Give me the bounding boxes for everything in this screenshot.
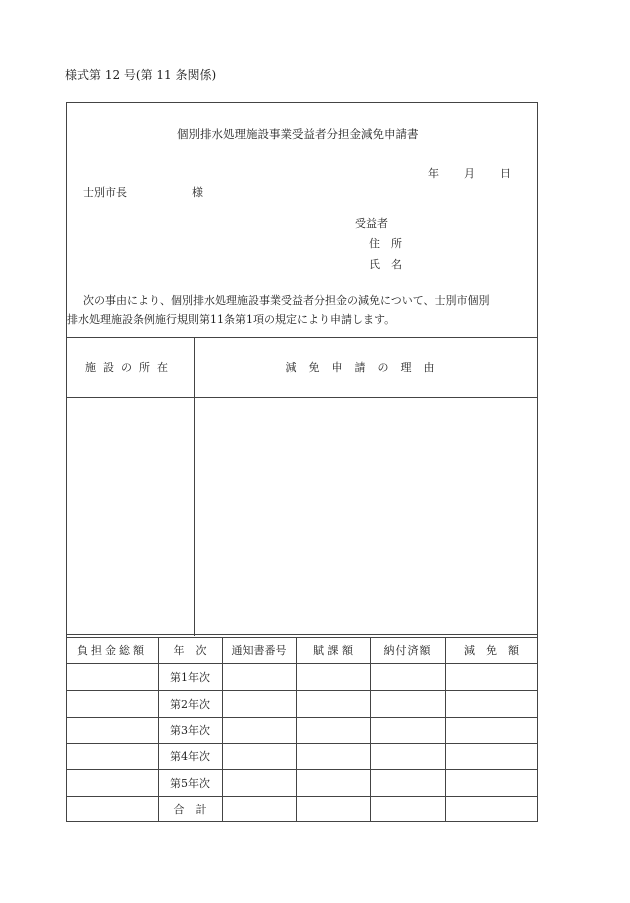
body-text-line2: 排水処理施設条例施行規則第11条第1項の規定により申請します。 bbox=[67, 313, 396, 326]
location-header: 施設の所在 bbox=[85, 361, 175, 374]
applicant-address-label: 住 所 bbox=[369, 237, 402, 250]
table-row-label: 第3年次 bbox=[170, 724, 210, 737]
table-row-label: 第4年次 bbox=[170, 750, 210, 763]
date-year: 年 bbox=[428, 167, 439, 180]
form-title: 個別排水処理施設事業受益者分担金減免申請書 bbox=[177, 127, 419, 141]
table-row-line bbox=[66, 743, 538, 744]
addressee-honorific: 様 bbox=[192, 186, 203, 199]
applicant-name-label: 氏 名 bbox=[369, 258, 402, 271]
addressee-name: 士別市長 bbox=[83, 186, 127, 199]
form-number: 様式第 12 号(第 11 条関係) bbox=[65, 68, 217, 82]
table-header-total-amount: 負担金総額 bbox=[77, 644, 147, 657]
table-header-notice-number: 通知書番号 bbox=[231, 644, 287, 657]
table-col-line bbox=[222, 637, 223, 822]
table-col-line bbox=[370, 637, 371, 822]
date-month: 月 bbox=[464, 167, 475, 180]
reason-header: 減免申請の理由 bbox=[285, 361, 447, 374]
table-total-label: 合 計 bbox=[173, 803, 207, 816]
table-col-line bbox=[445, 637, 446, 822]
table-col-line bbox=[296, 637, 297, 822]
table-header-exempted-amount: 減 免 額 bbox=[464, 644, 519, 657]
table-row-line bbox=[66, 769, 538, 770]
date-day: 日 bbox=[500, 167, 511, 180]
table-header-assessed-amount: 賦 課 額 bbox=[313, 644, 353, 657]
table-row-label: 第2年次 bbox=[170, 697, 210, 711]
divider-section-header bbox=[66, 397, 538, 398]
table-top-line-1 bbox=[66, 634, 538, 635]
table-row-line bbox=[66, 717, 538, 718]
body-text-line1: 次の事由により、個別排水処理施設事業受益者分担金の減免について、士別市個別 bbox=[83, 294, 490, 307]
table-row-line bbox=[66, 690, 538, 691]
form-frame bbox=[66, 102, 538, 822]
applicant-label: 受益者 bbox=[355, 217, 388, 230]
table-header-year: 年 次 bbox=[173, 644, 207, 657]
table-row-line bbox=[66, 663, 538, 664]
table-row-line bbox=[66, 796, 538, 797]
table-row-label: 第5年次 bbox=[170, 776, 210, 790]
table-row-label: 第1年次 bbox=[170, 670, 210, 684]
table-header-paid-amount: 納付済額 bbox=[383, 644, 432, 657]
